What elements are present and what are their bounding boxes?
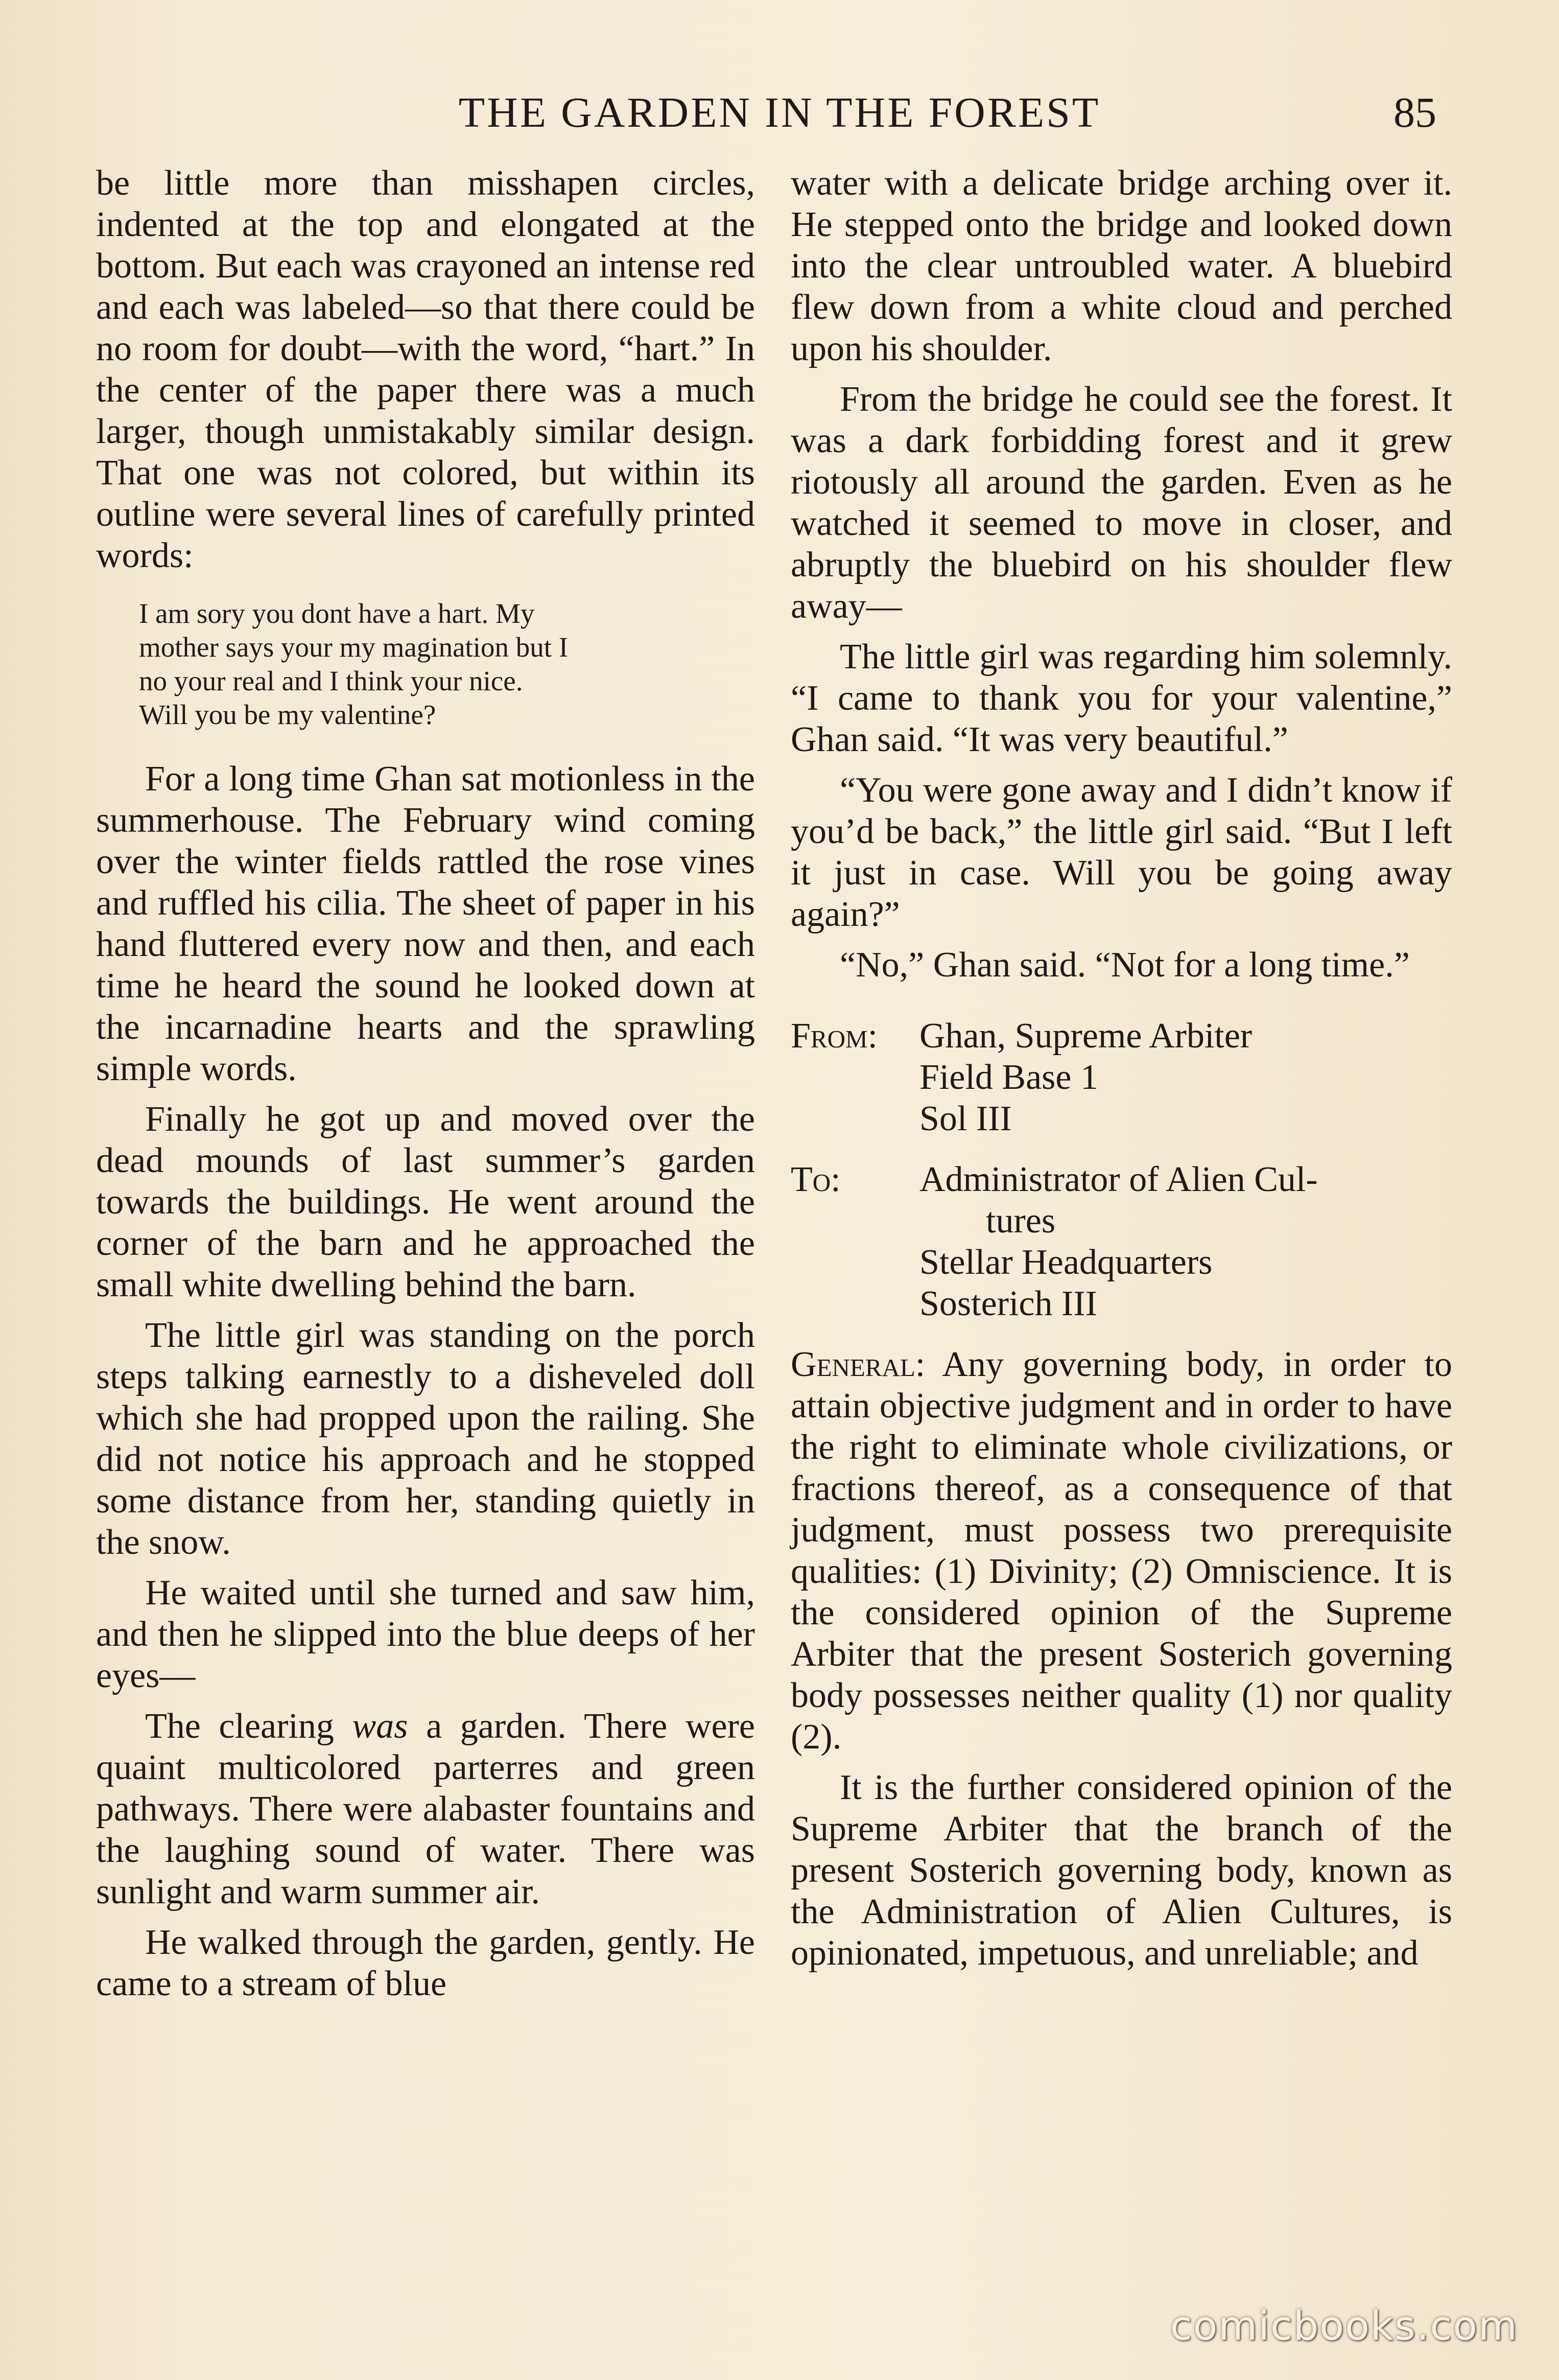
- paragraph: “No,” Ghan said. “Not for a long time.”: [840, 945, 1410, 985]
- paragraph: It is the further considered opinion of the Supreme Arbiter that the branch of the present Sosterich governing body, known as the Administration of Alien Cultures, is opinionated, impetuous, and unreliable; and: [791, 1768, 1452, 1973]
- paragraph: The little girl was regarding him solemnly. “I came to thank you for your valentine,” Ghan said. “It was very beautiful.”: [791, 637, 1452, 759]
- page-number: 85: [1393, 89, 1436, 136]
- left-column: [96, 162, 755, 2014]
- memo-line: Field Base 1: [919, 1058, 1098, 1097]
- paragraph: be little more than misshapen circles, indented at the top and elongated at the bottom. But each was crayoned an intense red and each was labeled—so that there could be no room for doubt—with the word, “hart.” In the center of the paper there was a much larger, though unmistakably similar design. That one was not colored, but within its outline were several lines of carefully printed words:: [96, 164, 755, 575]
- paragraph: Finally he got up and moved over the dead mounds of last summer’s garden towards the buildings. He went around the corner of the barn and he approached the small white dwelling behind the barn.: [96, 1100, 755, 1304]
- paragraph: “You were gone away and I didn’t know if you’d be back,” the little girl said. “But I left it just in case. Will you be going away again?”: [791, 771, 1452, 934]
- letter-line: no your real and I think your nice.: [139, 665, 523, 696]
- watermark: comicbooks.com: [1170, 2303, 1518, 2349]
- letter-line: mother says your my magination but I: [139, 632, 569, 663]
- text-run: a garden. There were quaint multicolored parterres and green pathways. There were alabaster fountains and the laughing sound of water. There was sunlight and warm summer air.: [96, 1707, 755, 1911]
- memo-from: [791, 1015, 1452, 1139]
- memo-general: [791, 1344, 1452, 1758]
- right-column: [791, 162, 1452, 1983]
- text-run: The clearing: [145, 1707, 352, 1746]
- memo-line: Stellar Headquarters: [919, 1243, 1213, 1282]
- paragraph: He waited until she turned and saw him, and then he slipped into the blue deeps of her eyes—: [96, 1573, 755, 1695]
- memo-line: Ghan, Supreme Arbiter: [919, 1016, 1253, 1056]
- letter-line: Will you be my valentine?: [139, 699, 436, 730]
- paragraph: For a long time Ghan sat motionless in the summerhouse. The February wind coming over the winter fields rattled the rose vines and ruffled his cilia. The sheet of paper in his hand fluttered every now and then, and each time he heard the sound he looked down at the incarnadine hearts and the sprawling simple words.: [96, 759, 755, 1088]
- memo-header: [791, 1015, 1452, 1324]
- paragraph: He walked through the garden, gently. He came to a stream of blue: [96, 1923, 755, 2003]
- memo-to: [791, 1159, 1452, 1324]
- memo-line: Sosterich III: [919, 1284, 1097, 1323]
- memo-line: Sol III: [919, 1099, 1012, 1138]
- valentine-letter: [139, 597, 724, 732]
- paragraph: The little girl was standing on the porch steps talking earnestly to a disheveled doll which she had propped upon the railing. She did not notice his approach and he stopped some distance from her, standing quietly in the snow.: [96, 1316, 755, 1562]
- memo-general-label: General:: [791, 1345, 926, 1384]
- memo-to-lines: [919, 1159, 1452, 1324]
- memo-from-lines: [919, 1015, 1452, 1139]
- paragraph: water with a delicate bridge arching over it. He stepped onto the bridge and looked down into the clear untroubled water. A bluebird flew down from a white cloud and perched upon his shoulder.: [791, 164, 1452, 368]
- italic-word: was: [352, 1707, 408, 1746]
- memo-line: Administrator of Alien Cul-: [919, 1160, 1318, 1199]
- paragraph: [96, 1706, 755, 1912]
- memo-general-text: Any governing body, in order to attain objective judgment and in order to have the right to eliminate whole civilizations, or fractions thereof, as a consequence of that judgment, must possess two prerequisite qualities: (1) Divinity; (2) Omniscience. It is the considered opinion of the Supreme Arbiter that the present Sosterich governing body possesses neither quality (1) nor quality (2).: [791, 1345, 1452, 1757]
- running-title: THE GARDEN IN THE FOREST: [458, 89, 1101, 136]
- memo-from-label: From:: [791, 1016, 878, 1056]
- memo-to-label: To:: [791, 1160, 841, 1199]
- letter-line: I am sory you dont have a hart. My: [139, 598, 535, 629]
- paragraph: From the bridge he could see the forest. It was a dark forbidding forest and it grew riotously all around the garden. Even as he watched it seemed to move in closer, and abruptly the bluebird on his shoulder flew away—: [791, 380, 1452, 626]
- memo-line: tures: [986, 1201, 1056, 1241]
